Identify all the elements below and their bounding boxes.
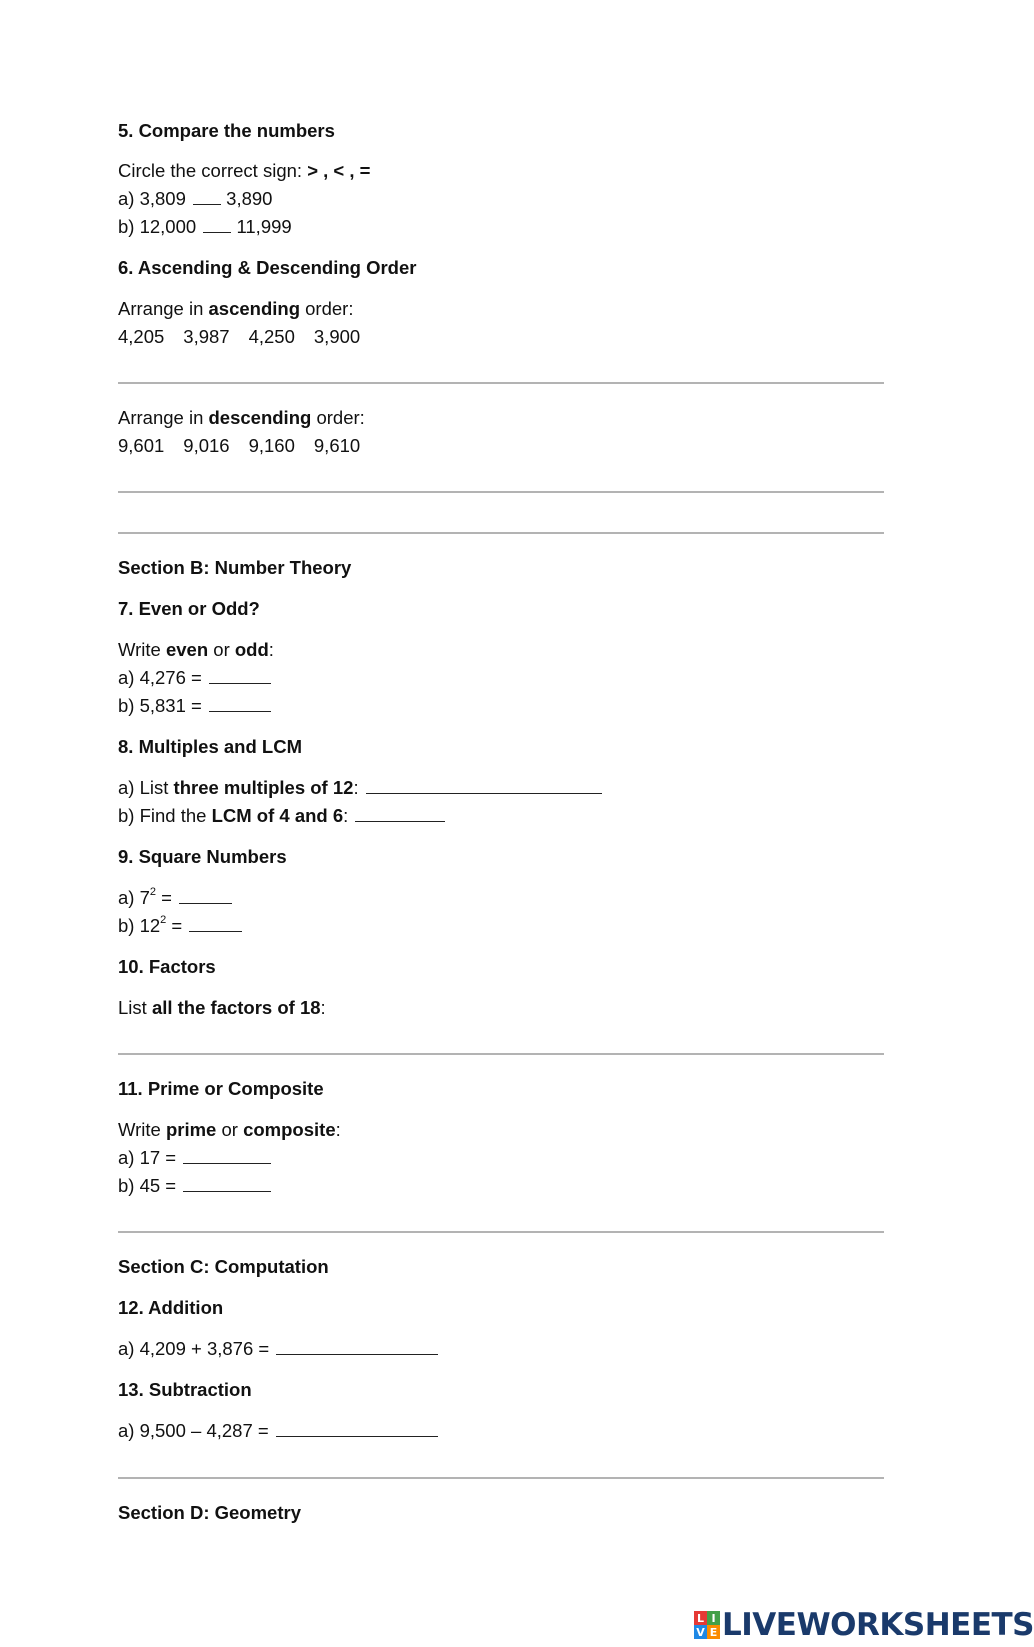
- logo-icon-letter: V: [694, 1625, 707, 1639]
- q6-asc-numbers: [118, 326, 379, 348]
- answer-line[interactable]: [118, 491, 884, 493]
- q7-b-blank[interactable]: [209, 710, 271, 712]
- q7-title: 7. Even or Odd?: [118, 598, 260, 619]
- answer-line[interactable]: [118, 382, 884, 384]
- q11-a-blank[interactable]: [183, 1162, 271, 1164]
- q5-item-a: a) 3,809 3,890: [118, 188, 273, 209]
- number: 9,601: [118, 435, 165, 456]
- logo-text: LIVEWORKSHEETS: [722, 1607, 1034, 1643]
- q8-item-b: b) Find the LCM of 4 and 6:: [118, 805, 445, 827]
- logo-icon-letter: L: [694, 1611, 707, 1625]
- number: 9,610: [313, 435, 361, 456]
- q11-item-b: b) 45 =: [118, 1175, 271, 1197]
- q5-item-b: b) 12,000 11,999: [118, 216, 292, 237]
- q10-title: 10. Factors: [118, 956, 216, 977]
- section-c-title: Section C: Computation: [118, 1256, 329, 1277]
- q7-item-b: b) 5,831 =: [118, 695, 271, 717]
- number: 4,205: [118, 326, 165, 347]
- q11-item-a: a) 17 =: [118, 1147, 271, 1169]
- q11-b-blank[interactable]: [183, 1190, 271, 1192]
- q5-a-blank[interactable]: [193, 203, 221, 205]
- section-b-title: Section B: Number Theory: [118, 557, 352, 578]
- divider: [118, 1477, 884, 1479]
- section-d-title: Section D: Geometry: [118, 1502, 301, 1523]
- q12-title: 12. Addition: [118, 1297, 224, 1318]
- divider: [118, 532, 884, 534]
- q6-title: 6. Ascending & Descending Order: [118, 257, 417, 278]
- q11-instruction: Write prime or composite:: [118, 1119, 341, 1140]
- logo-icon-letter: I: [707, 1611, 720, 1625]
- q5-b-blank[interactable]: [203, 231, 231, 233]
- number: 3,900: [313, 326, 361, 347]
- q8-item-a: a) List three multiples of 12:: [118, 777, 602, 799]
- q12-a-blank[interactable]: [276, 1353, 438, 1355]
- q10-instruction: List all the factors of 18:: [118, 997, 326, 1018]
- liveworksheets-logo: [694, 1608, 1034, 1642]
- q6-desc-instruction: Arrange in descending order:: [118, 407, 365, 428]
- q9-b-blank[interactable]: [189, 930, 242, 932]
- q13-a-blank[interactable]: [276, 1435, 438, 1437]
- q9-item-b: b) $12^2$ =: [118, 915, 242, 937]
- q9-item-a: a) $7^2$ =: [118, 887, 232, 909]
- q5-title: 5. Compare the numbers: [118, 120, 335, 141]
- q9-title: 9. Square Numbers: [118, 846, 287, 867]
- q6-asc-instruction: Arrange in ascending order:: [118, 298, 354, 319]
- q13-title: 13. Subtraction: [118, 1379, 252, 1400]
- q9-a-blank[interactable]: [179, 902, 232, 904]
- q7-instruction: Write even or odd:: [118, 639, 274, 660]
- q7-a-blank[interactable]: [209, 682, 271, 684]
- q7-item-a: a) 4,276 =: [118, 667, 271, 689]
- q11-title: 11. Prime or Composite: [118, 1078, 324, 1099]
- logo-icon-letter: E: [707, 1625, 720, 1639]
- q8-b-blank[interactable]: [355, 820, 445, 822]
- q13-item-a: a) 9,500 – 4,287 =: [118, 1420, 438, 1442]
- q8-a-blank[interactable]: [366, 792, 602, 794]
- number: 3,987: [183, 326, 230, 347]
- divider: [118, 1231, 884, 1233]
- q5-instruction: Circle the correct sign: > , < , =: [118, 160, 371, 181]
- number: 4,250: [248, 326, 295, 347]
- answer-line[interactable]: [118, 1053, 884, 1055]
- q6-desc-numbers: [118, 435, 379, 457]
- q12-item-a: a) 4,209 + 3,876 =: [118, 1338, 438, 1360]
- logo-icon: [694, 1611, 720, 1639]
- q8-title: 8. Multiples and LCM: [118, 736, 302, 757]
- number: 9,016: [183, 435, 230, 456]
- number: 9,160: [248, 435, 295, 456]
